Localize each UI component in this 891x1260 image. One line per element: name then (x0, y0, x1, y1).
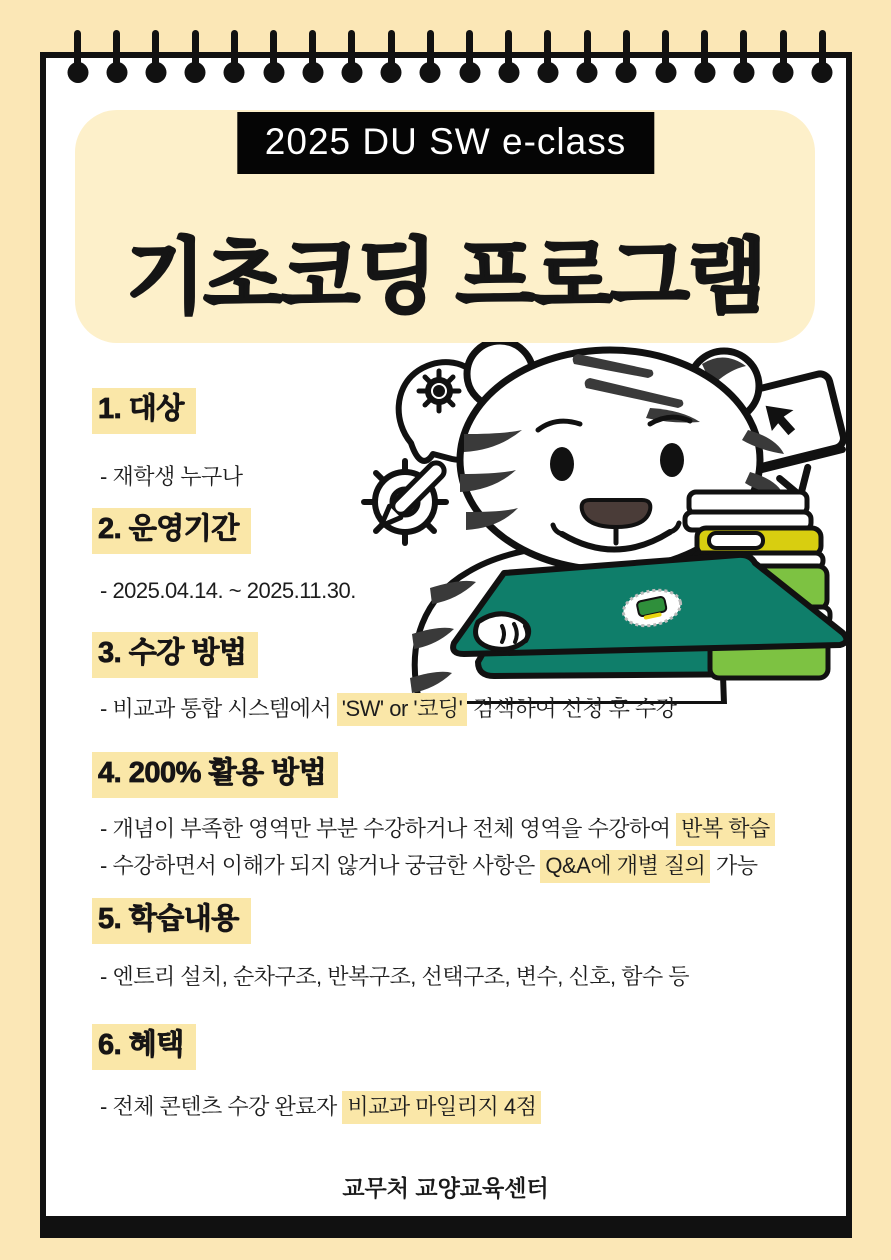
section-1-heading: 1. 대상 (92, 388, 196, 434)
section-5-body: - 엔트리 설치, 순차구조, 반복구조, 선택구조, 변수, 신호, 함수 등 (100, 964, 690, 989)
section-3-how-to-enroll (92, 630, 258, 671)
section-4-heading: 4. 200% 활용 방법 (92, 752, 338, 798)
gear-pencil-icon (364, 460, 447, 543)
program-badge: 2025 DU SW e-class (237, 112, 654, 174)
section-4-body (100, 810, 775, 884)
page-title: 기초코딩 프로그램 (126, 232, 765, 323)
section-5-heading: 5. 학습내용 (92, 898, 251, 944)
section-5-contents (92, 896, 251, 937)
section-3-body: - 비교과 통합 시스템에서 'SW' or '코딩' 검색하여 신청 후 수강 (100, 690, 677, 727)
section-2-period (92, 506, 251, 547)
tiger-eye-left (550, 447, 574, 481)
section-6-body: - 전체 콘텐츠 수강 완료자 비교과 마일리지 4점 (100, 1088, 541, 1125)
section-6-benefits (92, 1022, 196, 1063)
section-1-body: - 재학생 누구나 (100, 464, 243, 489)
section-4-line-2: - 수강하면서 이해가 되지 않거나 궁금한 사항은 Q&A에 개별 질의 가능 (100, 847, 775, 884)
section-2-heading: 2. 운영기간 (92, 508, 251, 554)
section-2-body: - 2025.04.14. ~ 2025.11.30. (100, 578, 356, 603)
section-1-target (92, 386, 196, 427)
tiger-illustration (352, 342, 880, 704)
organizer-footer: 교무처 교양교육센터 (342, 1175, 549, 1201)
section-3-heading: 3. 수강 방법 (92, 632, 258, 678)
tiger-eye-right (660, 443, 684, 477)
section-4-line-1: - 개념이 부족한 영역만 부분 수강하거나 전체 영역을 수강하여 반복 학습 (100, 810, 775, 847)
tiger-nose (582, 500, 651, 527)
section-4-usage (92, 750, 338, 791)
section-6-heading: 6. 혜택 (92, 1024, 196, 1070)
